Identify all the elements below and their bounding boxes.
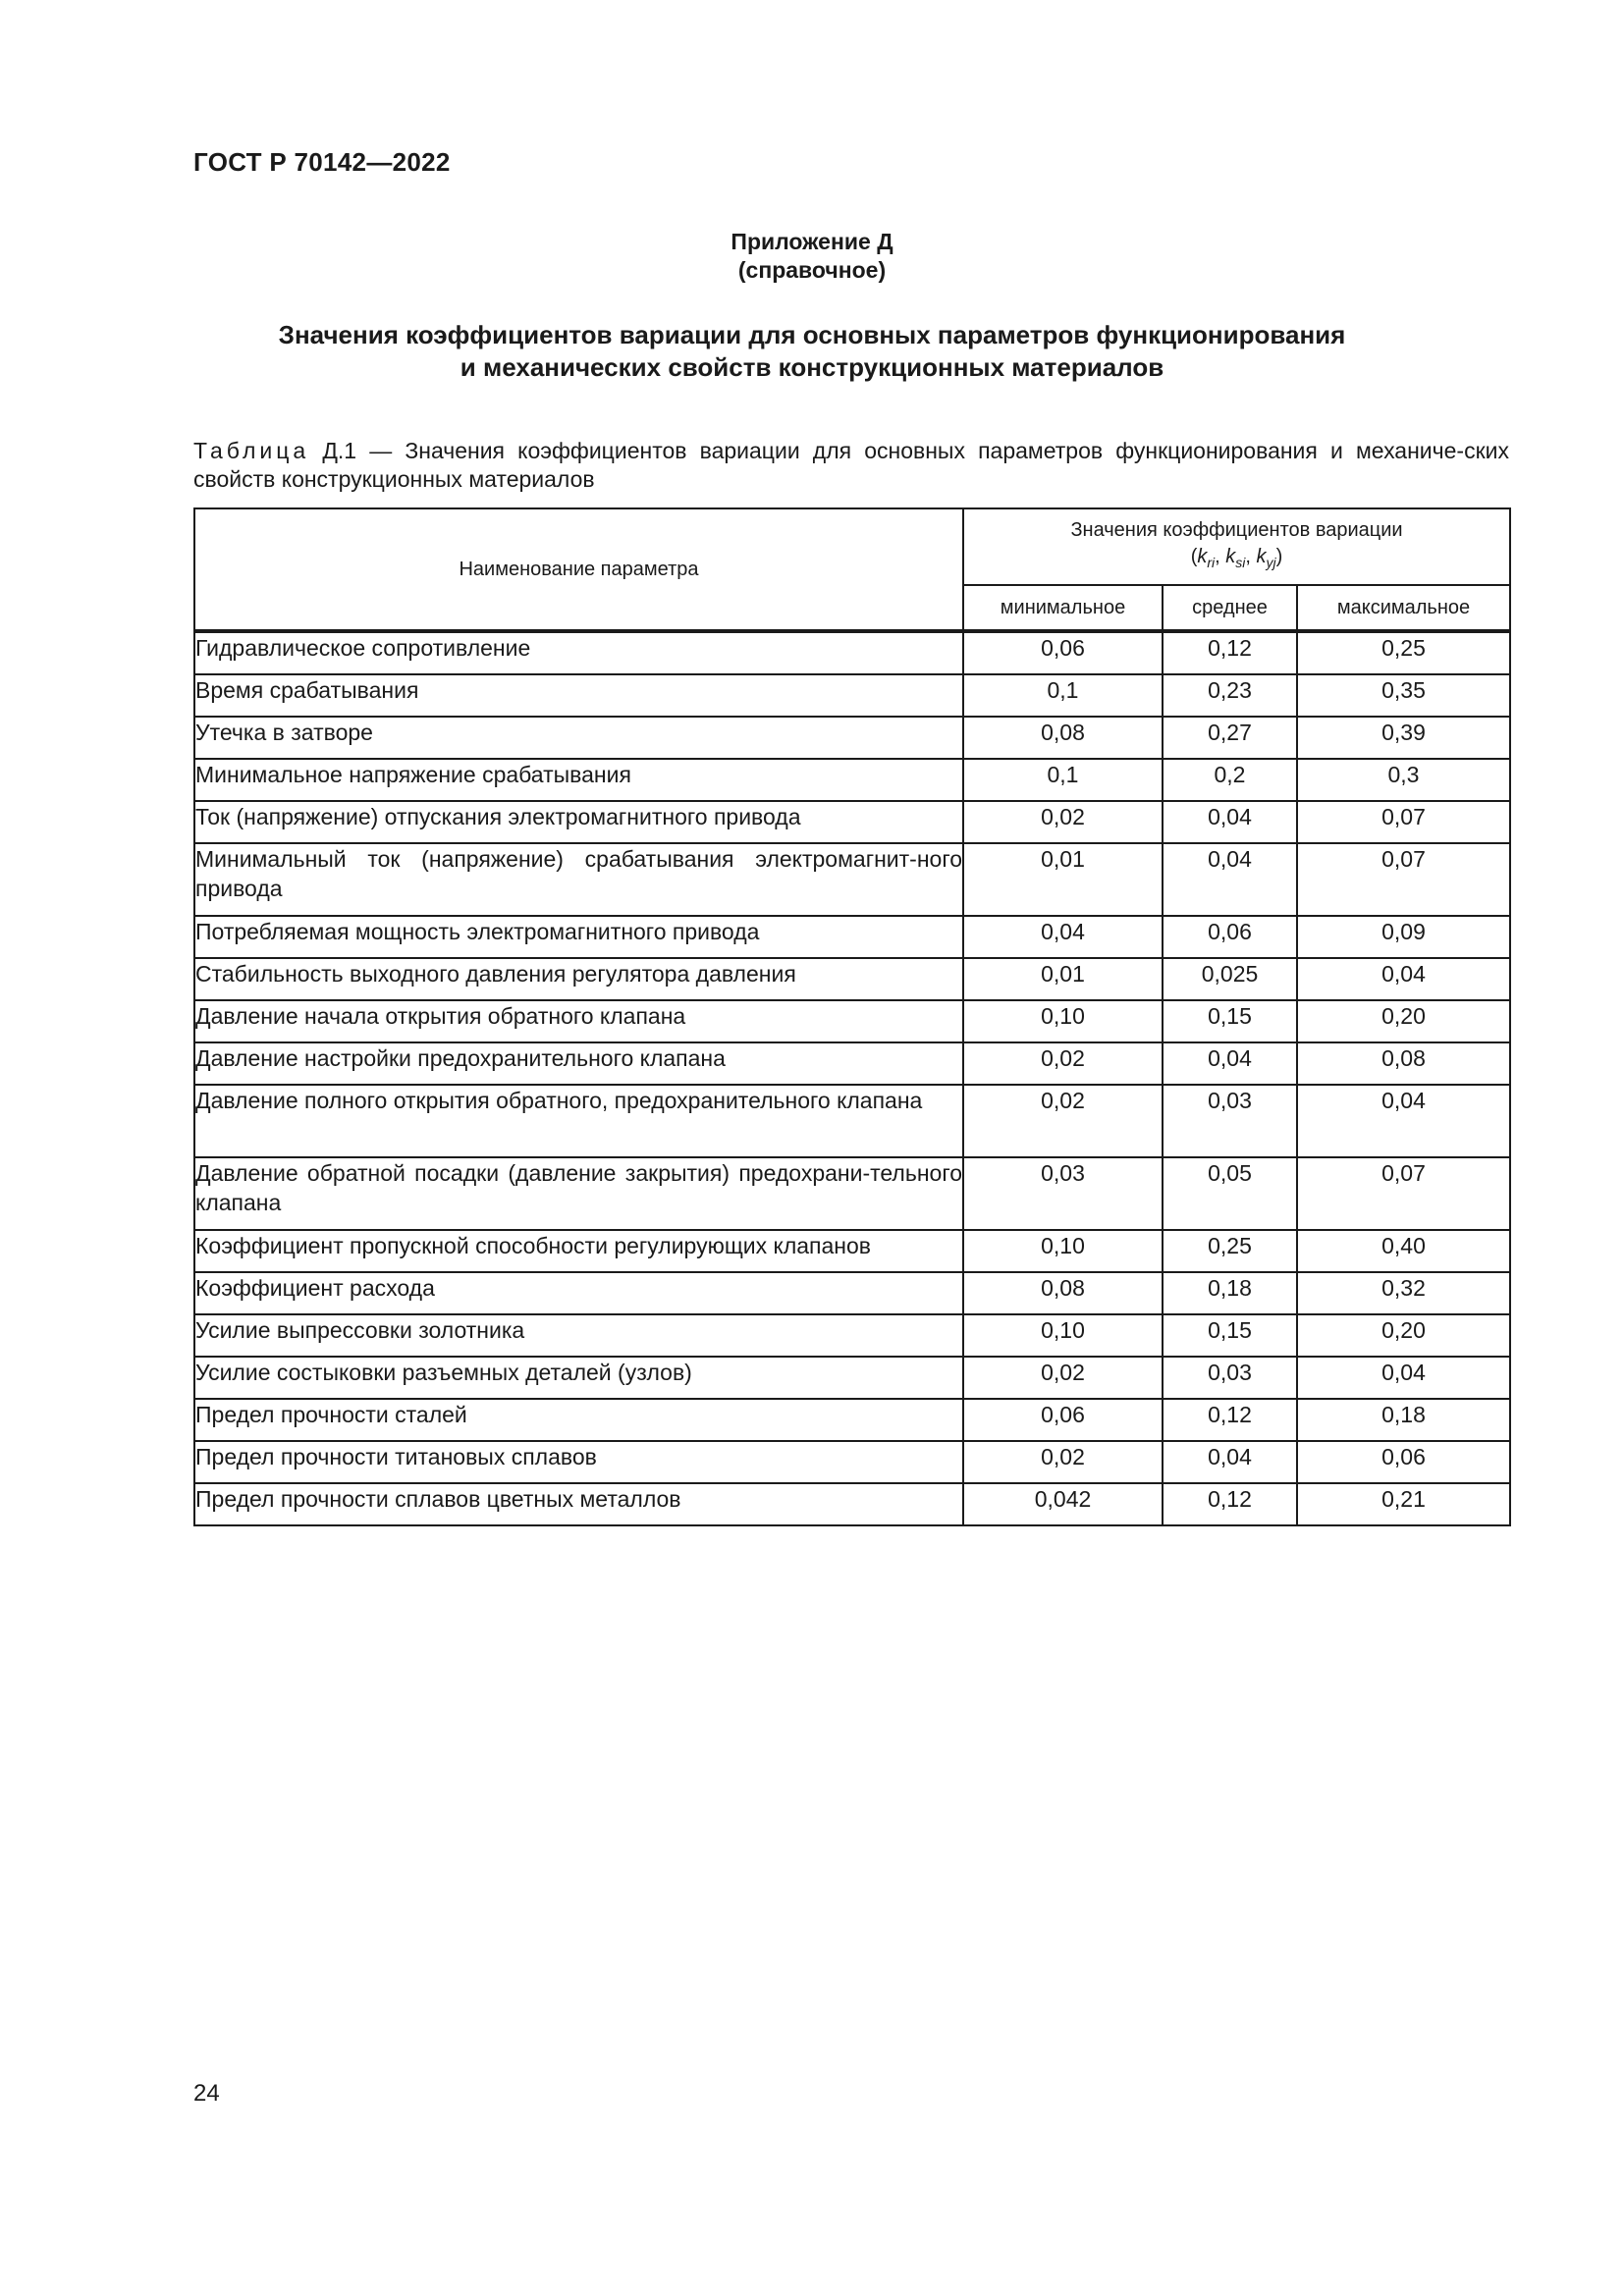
avg-value-cell: 0,25 [1163, 1230, 1297, 1272]
table-row [194, 1272, 1510, 1314]
table-row [194, 958, 1510, 1000]
parameter-name-cell: Минимальный ток (напряжение) срабатывания электромагнит-ного привода [194, 843, 963, 916]
min-value-cell: 0,042 [963, 1483, 1163, 1525]
parameter-name-cell: Минимальное напряжение срабатывания [194, 759, 963, 801]
avg-value-cell: 0,12 [1163, 1399, 1297, 1441]
avg-value-cell: 0,2 [1163, 759, 1297, 801]
table-row [194, 717, 1510, 759]
max-value-cell: 0,40 [1297, 1230, 1510, 1272]
min-value-cell: 0,02 [963, 1085, 1163, 1157]
table-row [194, 1357, 1510, 1399]
avg-value-cell: 0,04 [1163, 843, 1297, 916]
min-value-cell: 0,03 [963, 1157, 1163, 1230]
min-value-cell: 0,1 [963, 674, 1163, 717]
max-value-cell: 0,25 [1297, 631, 1510, 674]
parameter-name-cell: Потребляемая мощность электромагнитного привода [194, 916, 963, 958]
section-title [0, 319, 1624, 384]
avg-value-cell: 0,27 [1163, 717, 1297, 759]
avg-value-cell: 0,12 [1163, 1483, 1297, 1525]
coefficients-table [193, 507, 1511, 1526]
parameter-name-cell: Утечка в затворе [194, 717, 963, 759]
table-row [194, 1157, 1510, 1230]
table-body [194, 631, 1510, 1525]
coefficients-header-symbols: ($k_{ri}$, $k_{si}$, $k_{yj}$) [1190, 546, 1283, 570]
avg-value-cell: 0,04 [1163, 801, 1297, 843]
parameter-name-cell: Давление обратной посадки (давление закрытия) предохрани-тельного клапана [194, 1157, 963, 1230]
max-value-cell: 0,09 [1297, 916, 1510, 958]
table-row [194, 916, 1510, 958]
max-value-cell: 0,04 [1297, 1085, 1510, 1157]
column-header-coefficients [963, 508, 1510, 585]
avg-value-cell: 0,03 [1163, 1085, 1297, 1157]
max-value-cell: 0,06 [1297, 1441, 1510, 1483]
min-value-cell: 0,02 [963, 1441, 1163, 1483]
appendix-heading [0, 228, 1624, 285]
parameter-name-cell: Давление начала открытия обратного клапана [194, 1000, 963, 1042]
parameter-name-cell: Предел прочности титановых сплавов [194, 1441, 963, 1483]
min-value-cell: 0,02 [963, 1042, 1163, 1085]
max-value-cell: 0,07 [1297, 801, 1510, 843]
page-number: 24 [193, 2080, 220, 2107]
section-title-line-2: и механических свойств конструкционных материалов [460, 352, 1164, 382]
parameter-name-cell: Давление настройки предохранительного клапана [194, 1042, 963, 1085]
min-value-cell: 0,04 [963, 916, 1163, 958]
max-value-cell: 0,18 [1297, 1399, 1510, 1441]
table-row [194, 1314, 1510, 1357]
parameter-name-cell: Предел прочности сплавов цветных металлов [194, 1483, 963, 1525]
avg-value-cell: 0,15 [1163, 1314, 1297, 1357]
document-code: ГОСТ Р 70142—2022 [193, 147, 451, 177]
table-row [194, 1042, 1510, 1085]
min-value-cell: 0,1 [963, 759, 1163, 801]
table-row [194, 759, 1510, 801]
parameter-name-cell: Усилие выпрессовки золотника [194, 1314, 963, 1357]
max-value-cell: 0,07 [1297, 843, 1510, 916]
avg-value-cell: 0,025 [1163, 958, 1297, 1000]
table-caption [193, 437, 1509, 494]
avg-value-cell: 0,06 [1163, 916, 1297, 958]
max-value-cell: 0,20 [1297, 1314, 1510, 1357]
max-value-cell: 0,20 [1297, 1000, 1510, 1042]
table-row [194, 1000, 1510, 1042]
max-value-cell: 0,04 [1297, 958, 1510, 1000]
parameter-name-cell: Предел прочности сталей [194, 1399, 963, 1441]
min-value-cell: 0,08 [963, 1272, 1163, 1314]
min-value-cell: 0,02 [963, 801, 1163, 843]
table-row [194, 1399, 1510, 1441]
parameter-name-cell: Коэффициент расхода [194, 1272, 963, 1314]
table-row [194, 1441, 1510, 1483]
table-row [194, 843, 1510, 916]
max-value-cell: 0,21 [1297, 1483, 1510, 1525]
avg-value-cell: 0,15 [1163, 1000, 1297, 1042]
column-header-min: минимальное [963, 585, 1163, 631]
min-value-cell: 0,06 [963, 631, 1163, 674]
coefficients-header-title: Значения коэффициентов вариации [1070, 519, 1403, 541]
avg-value-cell: 0,04 [1163, 1441, 1297, 1483]
avg-value-cell: 0,23 [1163, 674, 1297, 717]
column-header-parameter: Наименование параметра [194, 508, 963, 631]
min-value-cell: 0,08 [963, 717, 1163, 759]
column-header-avg: среднее [1163, 585, 1297, 631]
parameter-name-cell: Давление полного открытия обратного, предохранительного клапана [194, 1085, 963, 1157]
max-value-cell: 0,39 [1297, 717, 1510, 759]
table-caption-text: Д.1 — Значения коэффициентов вариации для основных параметров функционирования и механиче-ских свойств конструкционных материалов [193, 438, 1509, 492]
avg-value-cell: 0,05 [1163, 1157, 1297, 1230]
parameter-name-cell: Усилие состыковки разъемных деталей (узлов) [194, 1357, 963, 1399]
section-title-line-1: Значения коэффициентов вариации для основных параметров функционирования [278, 320, 1346, 349]
column-header-max: максимальное [1297, 585, 1510, 631]
min-value-cell: 0,10 [963, 1000, 1163, 1042]
table-row [194, 1483, 1510, 1525]
parameter-name-cell: Время срабатывания [194, 674, 963, 717]
parameter-name-cell: Стабильность выходного давления регулятора давления [194, 958, 963, 1000]
max-value-cell: 0,35 [1297, 674, 1510, 717]
avg-value-cell: 0,18 [1163, 1272, 1297, 1314]
parameter-name-cell: Гидравлическое сопротивление [194, 631, 963, 674]
min-value-cell: 0,02 [963, 1357, 1163, 1399]
appendix-title: Приложение Д [731, 229, 893, 254]
avg-value-cell: 0,12 [1163, 631, 1297, 674]
table-row [194, 801, 1510, 843]
avg-value-cell: 0,04 [1163, 1042, 1297, 1085]
min-value-cell: 0,10 [963, 1314, 1163, 1357]
min-value-cell: 0,01 [963, 843, 1163, 916]
max-value-cell: 0,04 [1297, 1357, 1510, 1399]
min-value-cell: 0,01 [963, 958, 1163, 1000]
max-value-cell: 0,3 [1297, 759, 1510, 801]
max-value-cell: 0,07 [1297, 1157, 1510, 1230]
appendix-subtitle: (справочное) [737, 257, 887, 283]
max-value-cell: 0,08 [1297, 1042, 1510, 1085]
min-value-cell: 0,10 [963, 1230, 1163, 1272]
table-row [194, 674, 1510, 717]
parameter-name-cell: Коэффициент пропускной способности регулирующих клапанов [194, 1230, 963, 1272]
avg-value-cell: 0,03 [1163, 1357, 1297, 1399]
parameter-name-cell: Ток (напряжение) отпускания электромагнитного привода [194, 801, 963, 843]
table-row [194, 631, 1510, 674]
table-row [194, 1230, 1510, 1272]
table-caption-label: Таблица [193, 438, 310, 463]
min-value-cell: 0,06 [963, 1399, 1163, 1441]
table-row [194, 1085, 1510, 1157]
max-value-cell: 0,32 [1297, 1272, 1510, 1314]
